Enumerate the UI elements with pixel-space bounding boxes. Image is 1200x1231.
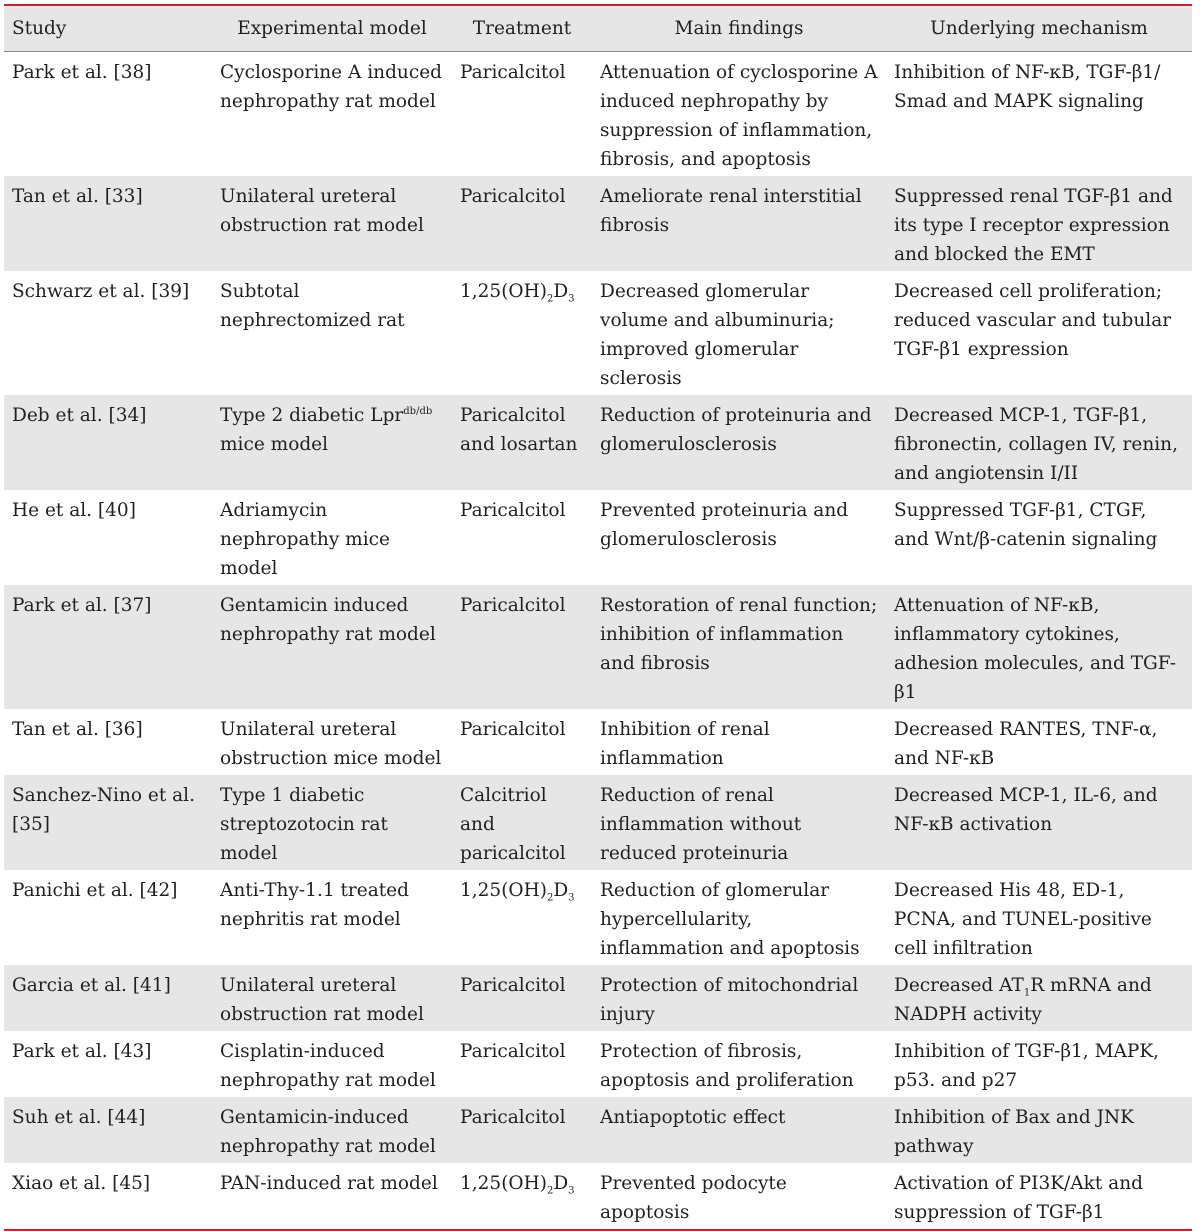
cell-main-findings: Ameliorate renal interstitial fibrosis: [600, 186, 862, 236]
table-row: [4, 490, 1192, 585]
cell-treatment: Paricalcitol: [460, 500, 566, 521]
cell-underlying-mechanism: Attenuation of NF-κB, inflammatory cytokines, adhesion molecules, and TGF-β1: [894, 595, 1177, 703]
cell-underlying-mechanism: Activation of PI3K/Akt and suppression of TGF-β1: [886, 1163, 1192, 1230]
cell-treatment: Paricalcitol: [460, 975, 566, 996]
table-row: [4, 1097, 1192, 1163]
cell-treatment: Paricalcitol: [460, 719, 566, 740]
cell-underlying-mechanism: Decreased MCP-1, IL-6, and NF-κB activation: [894, 785, 1158, 835]
cell-experimental-model: PAN-induced rat model: [212, 1163, 452, 1230]
cell-study: Garcia et al. [41]: [12, 975, 171, 996]
cell-treatment: $1,25(OH)_2D_3$: [460, 880, 575, 904]
cell-main-findings: Protection of fibrosis, apoptosis and proliferation: [600, 1041, 854, 1091]
cell-study: Tan et al. [36]: [12, 719, 143, 740]
table-row: [4, 395, 1192, 490]
cell-treatment: Paricalcitol and losartan: [460, 405, 578, 455]
cell-experimental-model: Gentamicin induced nephropathy rat model: [220, 595, 436, 645]
cell-experimental-model: Cyclosporine A induced nephropathy rat model: [220, 62, 442, 112]
cell-treatment: Calcitriol and paricalcitol: [460, 785, 566, 864]
cell-main-findings: Antiapoptotic effect: [600, 1107, 786, 1128]
cell-main-findings: Decreased glomerular volume and albuminuria; improved glomerular sclerosis: [600, 281, 835, 389]
cell-study: Park et al. [43]: [12, 1041, 152, 1062]
cell-experimental-model: Type 1 diabetic streptozotocin rat model: [220, 785, 388, 864]
cell-underlying-mechanism: Inhibition of TGF-β1, MAPK, p53. and p27: [894, 1041, 1160, 1091]
cell-main-findings: Reduction of glomerular hypercellularity, inflammation and apoptosis: [600, 880, 860, 959]
cell-underlying-mechanism: Decreased His 48, ED-1, PCNA, and TUNEL-positive cell infiltration: [894, 880, 1152, 959]
cell-experimental-model: Anti-Thy-1.1 treated nephritis rat model: [220, 880, 409, 930]
cell-underlying-mechanism: Inhibition of Bax and JNK pathway: [894, 1107, 1134, 1157]
cell-treatment: Paricalcitol: [460, 62, 566, 83]
table-row: [4, 965, 1192, 1031]
cell-study: Suh et al. [44]: [12, 1107, 146, 1128]
header-study: Study: [4, 5, 212, 52]
cell-underlying-mechanism: Decreased $AT_1R$ mRNA and NADPH activity: [894, 975, 1152, 1025]
cell-treatment: $1,25(OH)_2D_3$: [460, 281, 575, 305]
cell-main-findings: Prevented proteinuria and glomerulosclerosis: [600, 500, 849, 550]
cell-underlying-mechanism: Decreased RANTES, TNF-α, and NF-κB: [894, 719, 1158, 769]
cell-experimental-model: Unilateral ureteral obstruction rat model: [220, 186, 424, 236]
table-row: [4, 870, 1192, 965]
cell-study: Sanchez-Nino et al. [35]: [12, 785, 195, 835]
cell-main-findings: Restoration of renal function; inhibition of inflammation and fibrosis: [600, 595, 878, 674]
table-row: [4, 176, 1192, 271]
table-row: [4, 271, 1192, 395]
cell-study: Deb et al. [34]: [12, 405, 147, 426]
header-row: [4, 5, 1192, 52]
header-main-findings: Main findings: [592, 5, 886, 52]
header-experimental-model: Experimental model: [212, 5, 452, 52]
cell-main-findings: Inhibition of renal inflammation: [600, 719, 770, 769]
cell-main-findings: Reduction of renal inflammation without reduced proteinuria: [600, 785, 802, 864]
cell-experimental-model: Subtotal nephrectomized rat: [220, 281, 405, 331]
cell-main-findings: Protection of mitochondrial injury: [600, 975, 859, 1025]
cell-underlying-mechanism: Inhibition of NF-κB, TGF-β1/ Smad and MAPK signaling: [894, 62, 1161, 112]
cell-treatment: Paricalcitol: [460, 186, 566, 207]
cell-main-findings: Reduction of proteinuria and glomerulosclerosis: [600, 405, 872, 455]
header-underlying-mechanism: Underlying mechanism: [886, 5, 1192, 52]
cell-main-findings: Prevented podocyte apoptosis: [592, 1163, 886, 1230]
cell-study: Xiao et al. [45]: [4, 1163, 212, 1230]
table-row: [4, 585, 1192, 709]
cell-study: Park et al. [37]: [12, 595, 152, 616]
table-row: [4, 709, 1192, 775]
table-row: [4, 775, 1192, 870]
cell-experimental-model: Cisplatin-induced nephropathy rat model: [220, 1041, 436, 1091]
cell-experimental-model: Adriamycin nephropathy mice model: [220, 500, 390, 579]
cell-underlying-mechanism: Suppressed TGF-β1, CTGF, and Wnt/β-catenin signaling: [894, 500, 1158, 550]
cell-experimental-model: Unilateral ureteral obstruction mice model: [220, 719, 442, 769]
cell-study: He et al. [40]: [12, 500, 136, 521]
cell-experimental-model: Type 2 diabetic Lpr$^{db/db}$ mice model: [220, 405, 433, 455]
table-row: [4, 52, 1192, 177]
cell-treatment: $1,25(OH)_2D_3$: [452, 1163, 592, 1230]
cell-treatment: Paricalcitol: [460, 1107, 566, 1128]
cell-treatment: Paricalcitol: [460, 595, 566, 616]
cell-study: Park et al. [38]: [12, 62, 152, 83]
cell-study: Panichi et al. [42]: [12, 880, 178, 901]
cell-experimental-model: Unilateral ureteral obstruction rat model: [220, 975, 424, 1025]
cell-treatment: Paricalcitol: [460, 1041, 566, 1062]
cell-study: Schwarz et al. [39]: [12, 281, 190, 302]
studies-table: [4, 4, 1192, 1231]
table-row: [4, 1031, 1192, 1097]
cell-underlying-mechanism: Decreased MCP-1, TGF-β1, fibronectin, collagen IV, renin, and angiotensin I/II: [894, 405, 1178, 484]
cell-underlying-mechanism: Suppressed renal TGF-β1 and its type I receptor expression and blocked the EMT: [894, 186, 1173, 265]
header-treatment: Treatment: [452, 5, 592, 52]
cell-underlying-mechanism: Decreased cell proliferation; reduced vascular and tubular TGF-β1 expression: [894, 281, 1172, 360]
cell-study: Tan et al. [33]: [12, 186, 143, 207]
cell-experimental-model: Gentamicin-induced nephropathy rat model: [220, 1107, 436, 1157]
cell-main-findings: Attenuation of cyclosporine A induced nephropathy by suppression of inflammation, fibrosis, and apoptosis: [600, 62, 878, 170]
